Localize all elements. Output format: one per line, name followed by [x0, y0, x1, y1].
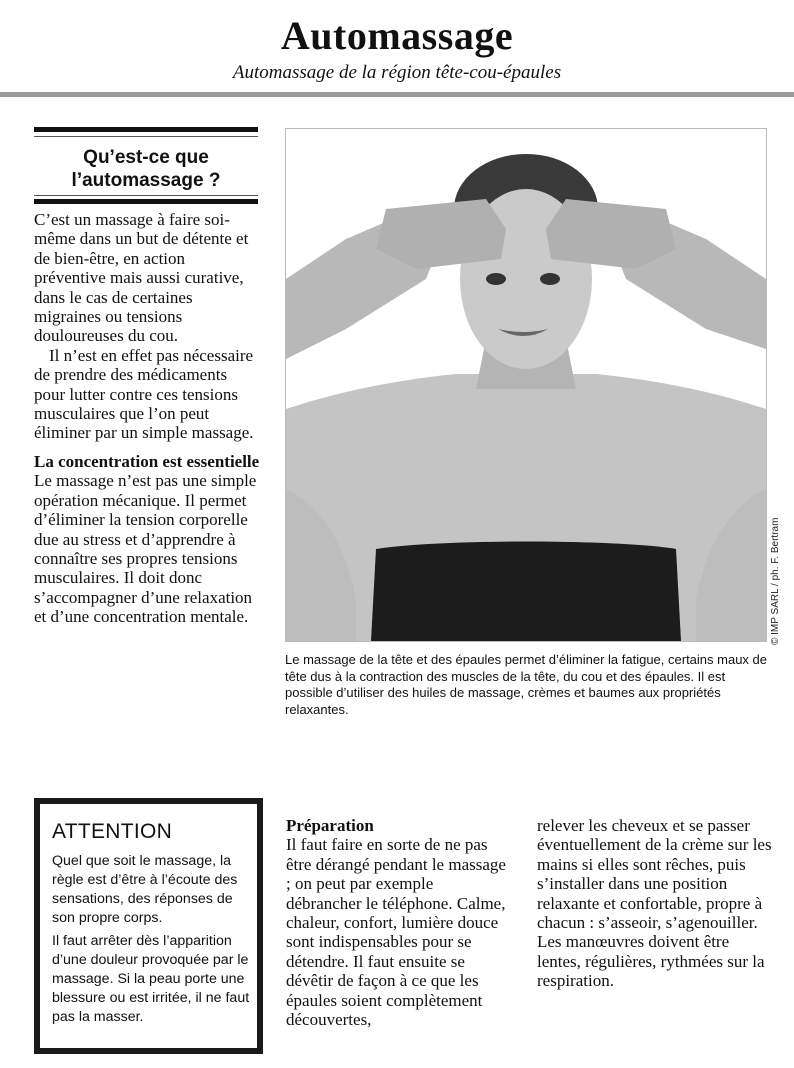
attention-paragraph: Il faut arrêter dès l’apparition d’une douleur provoquée par le massage. Si la peau porte une blessure ou est irritée, il ne faut pas la masser. — [52, 933, 250, 1025]
massage-photo — [285, 128, 767, 642]
heading-line: l’automassage ? — [71, 170, 221, 191]
preparation-paragraph: Les manœuvres doivent être lentes, régulières, rythmées sur la respiration. — [537, 932, 765, 991]
intro-paragraph: Il n’est en effet pas nécessaire de prendre des médicaments pour lutter contre ces tensions musculaires que l’on peut éliminer par un simple massage. — [34, 345, 254, 443]
preparation-heading: Préparation — [286, 816, 374, 835]
intro-text — [34, 210, 260, 627]
photo-credit: © IMP SARL / ph. F. Bertram — [770, 517, 781, 645]
header-divider — [0, 92, 794, 97]
subheading-concentration: La concentration est essentielle — [34, 451, 260, 471]
heading-rule-bottom — [34, 199, 258, 204]
intro-paragraph: Le massage n’est pas une simple opération mécanique. Il permet d’éliminer la tension corporelle due au stress et d’apprendre à connaître ses propres tensions musculaires. Il doit donc s’accompagner d’une relaxation et d’une concentration mentale. — [34, 471, 257, 627]
preparation-column-1 — [286, 816, 511, 1029]
woman-massaging-forehead-image — [286, 129, 766, 641]
preparation-column-2 — [537, 816, 772, 991]
preparation-paragraph: Il faut faire en sorte de ne pas être dérangé pendant le massage ; on peut par exemple débrancher le téléphone. Calme, chaleur, confort, lumière douce sont indispensables pour se détendre. Il faut ensuite se dévêtir de façon à ce que les épaules soient complètement découvertes, — [286, 835, 506, 1030]
intro-paragraph: C’est un massage à faire soi-même dans un but de détente et de bien-être, en action préventive mais aussi curative, dans le cas de certaines migraines ou tensions douloureuses du cou. — [34, 210, 249, 346]
page-subtitle: Automassage de la région tête-cou-épaules — [232, 62, 562, 83]
preparation-paragraph: relever les cheveux et se passer éventuellement de la crème sur les mains si elles sont rêches, puis s’installer dans une position relaxante et confortable, propre à chacun : s’asseoir, s’agenouiller. — [537, 816, 772, 933]
heading-rule-top-thin — [34, 136, 258, 137]
heading-rule-bottom-thin — [34, 195, 258, 196]
heading-rule-top — [34, 127, 258, 132]
attention-text — [52, 852, 252, 1031]
attention-box — [34, 798, 263, 1054]
photo-caption: Le massage de la tête et des épaules permet d’éliminer la fatigue, certains maux de tête dus à la contraction des muscles de la tête, du cou et des épaules. Il est possible d’utiliser des huiles de massage, crèmes et baumes aux propriétés relaxantes. — [285, 652, 767, 717]
section-heading-intro — [34, 146, 258, 192]
page-title: Automassage — [280, 13, 514, 58]
heading-line: Qu’est-ce que — [83, 147, 209, 168]
attention-title: ATTENTION — [52, 820, 173, 843]
attention-paragraph: Quel que soit le massage, la règle est d’être à l’écoute des sensations, des réponses de son propre corps. — [52, 853, 238, 926]
